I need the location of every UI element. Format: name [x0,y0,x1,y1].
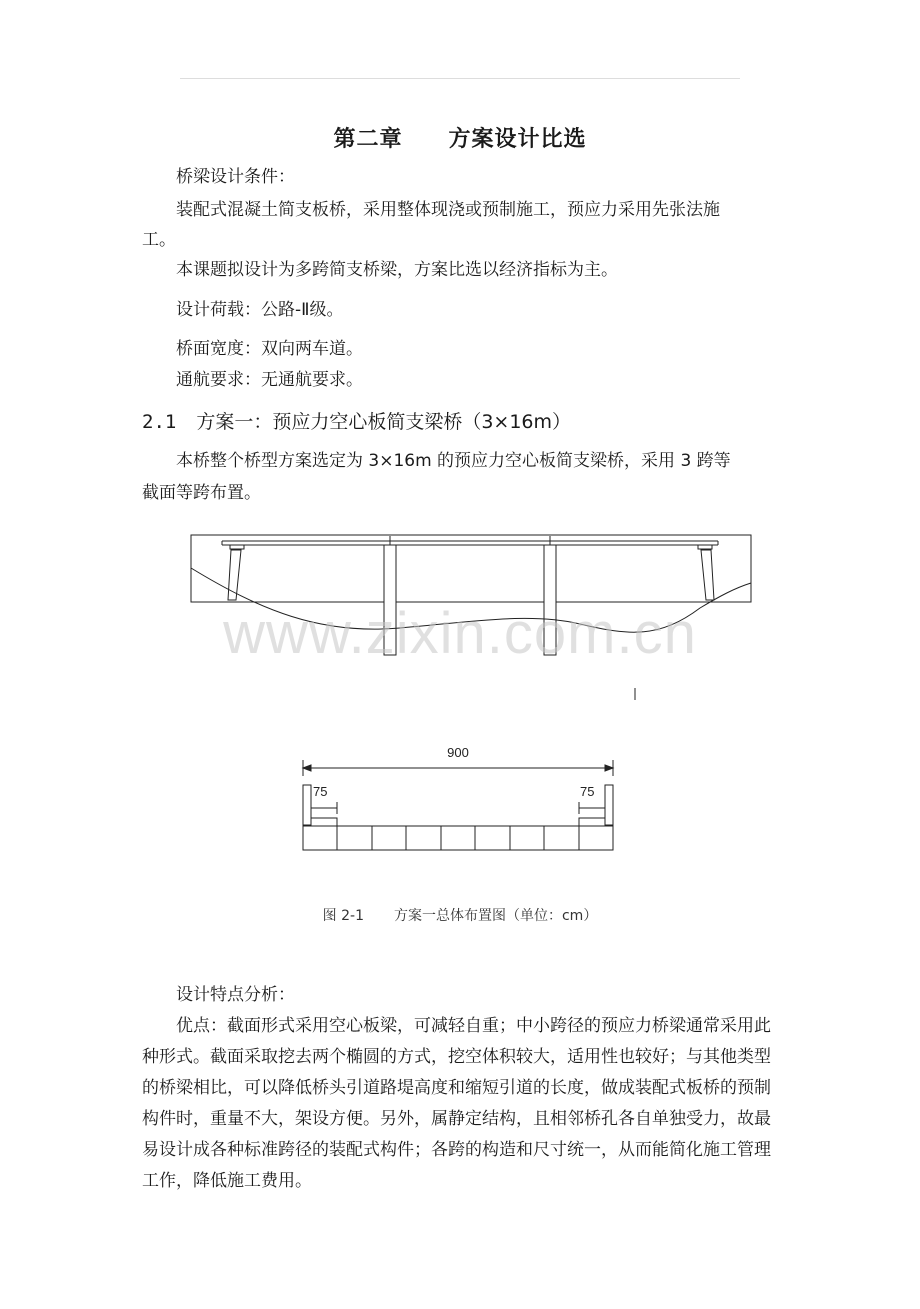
design-load: 设计荷载：公路-Ⅱ级。 [176,300,344,320]
right-offset-label: 75 [580,784,595,799]
navigation-requirement: 通航要求：无通航要求。 [176,370,363,390]
watermark: www.zixin.com.cn [223,601,697,666]
section-title: 方案一：预应力空心板简支梁桥（3×16m） [196,411,572,433]
figure-title: 方案一总体布置图（单位：cm） [393,908,598,924]
chapter-name: 方案设计比选 [448,127,587,152]
analysis-body [142,1011,782,1197]
analysis-paragraph: 优点：截面形式采用空心板梁，可减轻自重；中小跨径的预应力桥梁通常采用此种形式。截面采取挖去两个椭圆的方式，挖空体积较大，适用性也较好；与其他类型的桥梁相比，可以降低桥头引道路堤高度和缩短引道的长度，做成装配式板桥的预制构件时，重量不大，架设方便。另外，属静定结构，且相邻桥孔各自单独受力，故最易设计成各种标准跨径的装配式构件；各跨的构造和尺寸统一，从而能简化施工管理工作，降低施工费用。 [142,1016,771,1191]
conditions-heading: 桥梁设计条件： [176,167,295,187]
deck-width: 桥面宽度：双向两车道。 [176,339,363,359]
figure-number: 图 2-1 [322,908,364,924]
section-intro-line1: 本桥整个桥型方案选定为 3×16m 的预应力空心板简支梁桥，采用 3 跨等 [176,451,731,471]
chapter-number: 第二章 [333,127,403,152]
analysis-heading: 设计特点分析： [176,985,295,1005]
scope-text: 本课题拟设计为多跨简支桥梁，方案比选以经济指标为主。 [176,260,618,280]
total-width-label: 900 [447,745,469,760]
conditions-line1: 装配式混凝土简支板桥，采用整体现浇或预制施工，预应力采用先张法施 [176,200,720,220]
cross-section-view [303,760,613,850]
section-intro-line2: 截面等跨布置。 [142,483,261,503]
left-offset-label: 75 [313,784,328,799]
conditions-line1-cont: 工。 [142,230,176,250]
section-number: 2.1 [142,411,177,433]
figure-caption [0,905,920,925]
